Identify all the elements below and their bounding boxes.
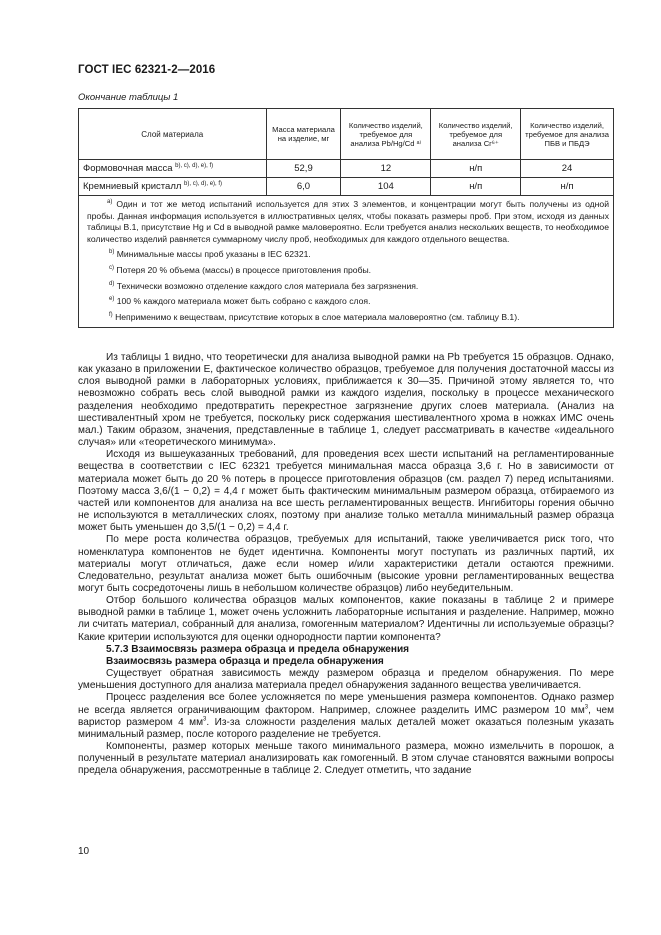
mass-cell: 6,0: [266, 178, 341, 196]
footnote-refs: b), c), d), e), f): [184, 180, 223, 187]
paragraph: По мере роста количества образцов, требуемых для испытаний, также увеличивается риск того, что номенклатура компонентов не будет идентична. Компоненты могут поступать из различных партий, их материалы могут отличаться, даже если номер и/или характеристики детали остаются прежними. Следовательно, результат анализа может быть ошибочным (высокие уровни регламентированных вещества могут быть сосредоточены лишь в небольшом количестве образцов) либо неубедительным.: [78, 534, 614, 594]
footnote-b: $^{b)}$ Минимальные массы проб указаны в IEC 62321.: [109, 249, 311, 260]
footnote-marker: c): [109, 265, 114, 272]
footnote-refs: b), c), d), e), f): [175, 162, 214, 169]
section-heading: 5.7.3 Взаимосвязь размера образца и предела обнаружения: [106, 643, 410, 655]
paragraph: Отбор большого количества образцов малых компонентов, какие показаны в таблице 2 и примере выводной рамки в таблице 1, может очень усложнить лабораторные испытания и разделение. Например, можно ли считать материал, собранный для анализа, гомогенным материалом? Идентичны ли используемые образцы? Какие критерии используются для оценки однородности партии компонента?: [78, 595, 614, 643]
body-text: [78, 352, 614, 777]
footnote-marker: e): [109, 296, 115, 303]
footnote-marker: f): [109, 311, 113, 318]
paragraph: Исходя из вышеуказанных требований, для проведения всех шести испытаний на регламентированные вещества в соответствии с IEC 62321 требуется минимальная масса образца 3,6 г. Но в зависимости от материала может быть до 20 % потерь в процессе приготовления образцов (см. раздел 7) перед испытаниями. Поэтому масса 3,6/(1 − 0,2) = 4,4 г может быть фактическим минимальным размером образца, отбираемого из частей или компонентов для анализа на все шесть регламентированных веществ. Ингибиторы горения обычно не используются в металлических слоях, поэтому при анализе только металла минимальный размер образца может быть уменьшен до 3,5/(1 − 0,2) = 4,4 г.: [78, 449, 614, 534]
pbhgcd-cell: 104: [341, 178, 431, 196]
col-header-pbhgcd: Количество изделий, требуемое для анализа Pb/Hg/Cd ᵃ⁾: [341, 109, 431, 160]
paragraph: Компоненты, размер которых меньше такого минимального размера, можно измельчить в порошок, а полученный в результате материал анализировать как гомогенный. В этом случае становятся важными вопросы предела обнаружения, рассмотренные в таблице 2. Следует отметить, что задание: [78, 741, 614, 777]
paragraph: Из таблицы 1 видно, что теоретически для анализа выводной рамки на Pb требуется 15 образцов. Однако, как указано в приложении Е, фактическое количество образцов, требуемое для получения достаточной массы из слоя выводной рамки в лабораторных условиях, приближается к 30—35. Причиной этому является то, что невозможно собрать весь слой выводной рамки из каждого изделия, поскольку в процессе механического разделения необходимо предотвратить перекрестное загрязнение других слоев материала. (Анализ на шестивалентный хром не требуется, поскольку риск содержания шестивалентного хрома в ножках ИМС очень мал.) Таким образом, значения, представленные в таблице 1, следует рассматривать в качестве «идеального случая» или «теоретического минимума».: [78, 352, 614, 449]
col-header-pbb: Количество изделий, требуемое для анализа ПБВ и ПБДЭ: [521, 109, 614, 160]
page-number: 10: [78, 846, 90, 857]
subsection-heading: Взаимосвязь размера образца и предела обнаружения: [106, 655, 384, 667]
paragraph: Процесс разделения все более усложняется по мере уменьшения размера компонентов. Однако размер не всегда является ограничивающим фактором. Например, сложнее разделить ИМС размером 10 $мм^3$, чем варистор размером 4 $мм^3$. Из-за сложности разделения малых деталей может оказаться полезным указать минимальный размер, после которого разделение не требуется.: [78, 692, 615, 740]
superscript-3: 3: [584, 704, 589, 711]
material-cell: [79, 160, 267, 178]
table-caption: Окончание таблицы 1: [78, 92, 179, 103]
footnote-d: $^{d)}$ Технически возможно отделение каждого слоя материала без загрязнения.: [109, 280, 419, 291]
superscript-3: 3: [203, 716, 207, 723]
footnote-f: $^{f)}$ Неприменимо к веществам, присутствие которых в слое материала маловероятно (см. таблицу В.1).: [109, 311, 520, 322]
document-header: ГОСТ IEC 62321-2—2016: [78, 64, 216, 76]
col-header-material: Слой материала: [79, 109, 267, 160]
material-cell: [79, 178, 267, 196]
footnote-marker: a): [107, 199, 113, 206]
cr6-cell: н/п: [431, 160, 521, 178]
table-header-row: [79, 109, 614, 160]
material-name: Кремниевый кристалл: [83, 181, 182, 192]
pbb-cell: 24: [521, 160, 614, 178]
mass-cell: 52,9: [266, 160, 341, 178]
footnote-e: $^{e)}$ 100 % каждого материала может быть собрано с каждого слоя.: [109, 296, 371, 307]
table-notes-row: [79, 196, 614, 328]
footnote-marker: b): [109, 249, 115, 256]
paragraph: Существует обратная зависимость между размером образца и пределом обнаружения. По мере уменьшения доступного для анализа материала предел обнаружения заданного вещества увеличивается.: [78, 668, 614, 692]
footnote-c: $^{c)}$ Потеря 20 % объема (массы) в процессе приготовления пробы.: [109, 264, 372, 275]
footnote-a: $^{a)}$ Один и тот же метод испытаний используется для этих 3 элементов, и концентрации могут быть получены из одной пробы. Данная информация используется в иллюстративных целях, чтобы показать размеры проб. При этом, исходя из данных таблицы В.1, присутствие Hg и Cd в выводной рамке маловероятно. Если требуется анализ нескольких веществ, то необходимое количество изделий равняется суммарному числу проб, необходимых для каждого отдельного вещества.: [87, 199, 609, 244]
table-row: [79, 178, 614, 196]
material-name: Формовочная масса: [83, 163, 173, 174]
table-notes: [79, 196, 614, 328]
sample-size-table: [78, 108, 614, 328]
table-row: [79, 160, 614, 178]
col-header-mass: Масса материала на изделие, мг: [266, 109, 341, 160]
footnote-marker: d): [109, 280, 115, 287]
pbhgcd-cell: 12: [341, 160, 431, 178]
col-header-cr6: Количество изделий, требуемое для анализа Cr⁶⁺: [431, 109, 521, 160]
pbb-cell: н/п: [521, 178, 614, 196]
cr6-cell: н/п: [431, 178, 521, 196]
